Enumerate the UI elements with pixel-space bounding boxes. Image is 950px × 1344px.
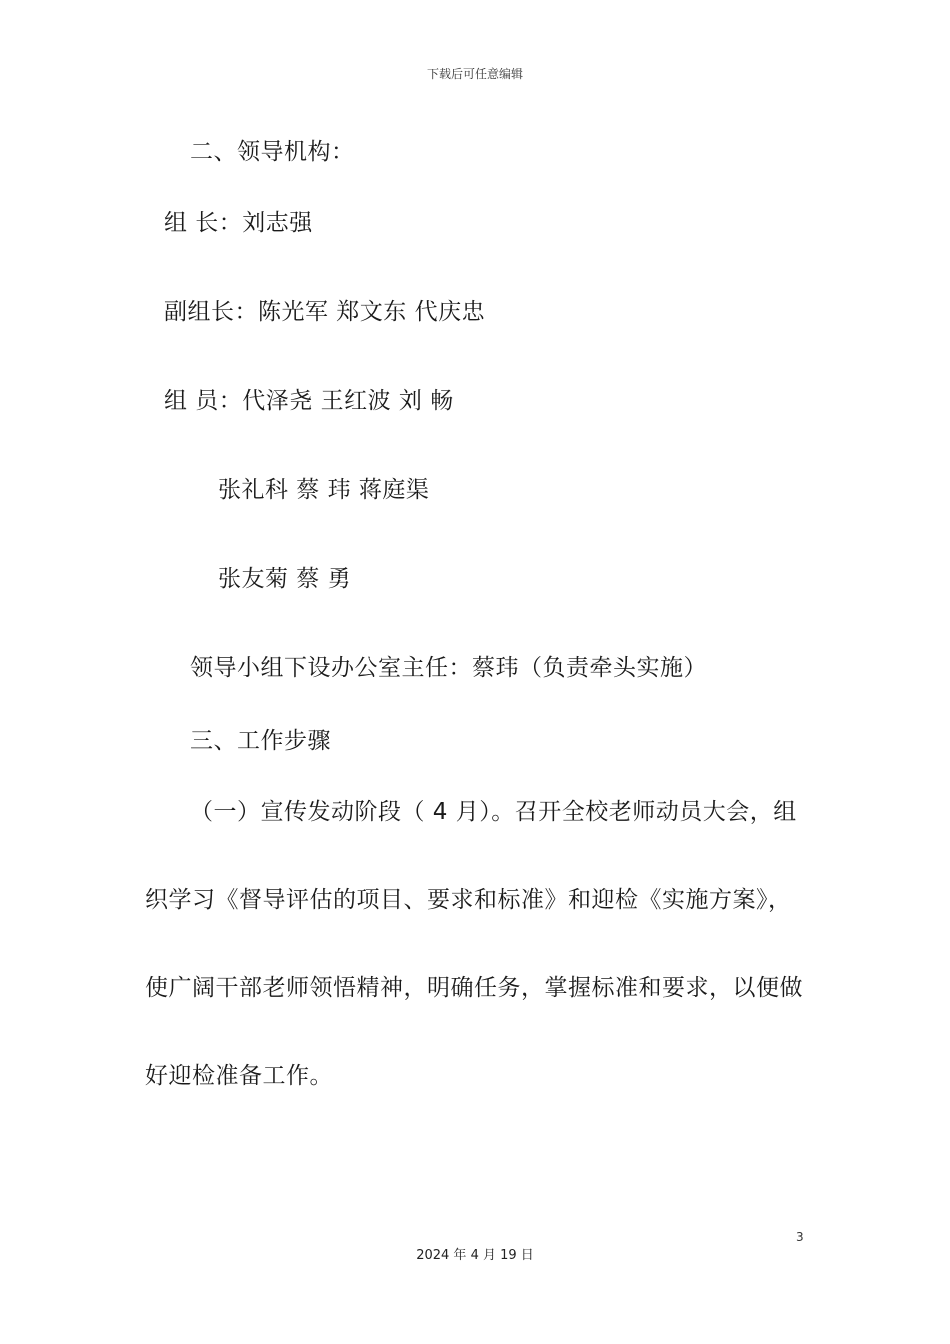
section-heading-leadership: 二、领导机构：	[190, 139, 355, 165]
stage1-paragraph-line-3: 使广阔干部老师领悟精神，明确任务，掌握标准和要求，以便做	[145, 975, 803, 1001]
members-line-3: 张友菊 蔡 勇	[218, 566, 352, 592]
page-number: 3	[796, 1230, 804, 1244]
stage1-paragraph-line-1: （一）宣传发动阶段（ 4 月）。召开全校老师动员大会，组	[190, 799, 797, 825]
office-director-line: 领导小组下设办公室主任：蔡玮（负责牵头实施）	[190, 655, 707, 681]
members-line-1: 组 员：代泽尧 王红波 刘 畅	[164, 388, 454, 414]
footer-date: 2024 年 4 月 19 日	[416, 1248, 534, 1263]
stage1-paragraph-line-2: 织学习《督导评估的项目、要求和标准》和迎检《实施方案》，	[145, 887, 792, 913]
section-heading-work-steps: 三、工作步骤	[190, 728, 331, 754]
group-leader-line: 组 长：刘志强	[164, 210, 313, 236]
page-header: 下载后可任意编辑	[426, 67, 523, 81]
deputy-leaders-line: 副组长：陈光军 郑文东 代庆忠	[164, 299, 486, 325]
stage1-paragraph-line-4: 好迎检准备工作。	[145, 1063, 333, 1089]
members-line-2: 张礼科 蔡 玮 蒋庭渠	[218, 477, 430, 503]
